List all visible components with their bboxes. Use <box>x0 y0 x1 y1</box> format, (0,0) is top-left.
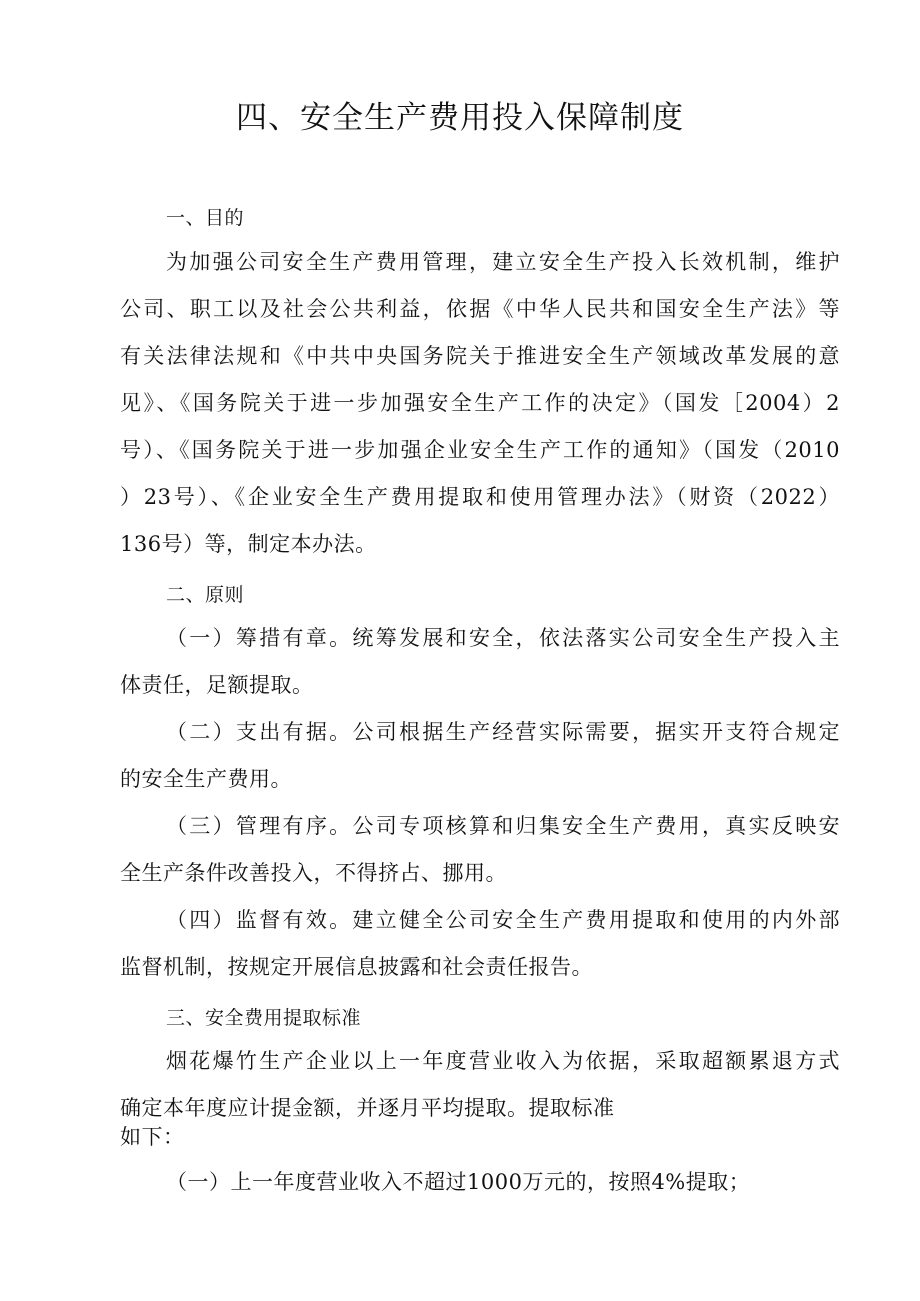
paragraph-line: 公司、职工以及社会公共利益，依据《中华人民共和国安全生产法》等 <box>120 297 840 321</box>
paragraph-line: 有关法律法规和《中共中央国务院关于推进安全生产领域改革发展的意 <box>120 344 840 368</box>
paragraph-line: ）23号）、《企业安全生产费用提取和使用管理办法》（财资（2022） <box>120 485 840 509</box>
paragraph-line: 烟花爆竹生产企业以上一年度营业收入为依据，采取超额累退方式 <box>166 1049 840 1073</box>
principle-item-line: 监督机制，按规定开展信息披露和社会责任报告。 <box>120 955 593 979</box>
principle-item-line: 全生产条件改善投入，不得挤占、挪用。 <box>120 861 507 885</box>
paragraph-line: 确定本年度应计提金额，并逐月平均提取。提取标准 <box>120 1096 615 1120</box>
paragraph-line: 如下： <box>120 1125 185 1149</box>
principle-item-line: （二）支出有据。公司根据生产经营实际需要，据实开支符合规定 <box>166 720 840 744</box>
document-title: 四、安全生产费用投入保障制度 <box>236 100 684 136</box>
principle-item-line: （三）管理有序。公司专项核算和归集安全生产费用，真实反映安 <box>166 814 840 838</box>
section-heading-purpose: 一、目的 <box>166 207 245 229</box>
paragraph-line: 见》、《国务院关于进一步加强安全生产工作的决定》（国发［2004）2 <box>120 391 840 415</box>
paragraph-line: 号）、《国务院关于进一步加强企业安全生产工作的通知》（国发（2010 <box>120 438 840 462</box>
section-heading-principles: 二、原则 <box>166 584 245 606</box>
section-heading-standard: 三、安全费用提取标准 <box>166 1007 362 1029</box>
paragraph-line: 136号）等，制定本办法。 <box>120 532 377 556</box>
principle-item-line: 的安全生产费用。 <box>120 767 292 791</box>
paragraph-line: （一）上一年度营业收入不超过1000万元的，按照4%提取； <box>166 1170 751 1194</box>
principle-item-line: 体责任，足额提取。 <box>120 673 314 697</box>
paragraph-line: 为加强公司安全生产费用管理，建立安全生产投入长效机制，维护 <box>166 250 840 274</box>
principle-item-line: （四）监督有效。建立健全公司安全生产费用提取和使用的内外部 <box>166 908 840 932</box>
principle-item-line: （一）筹措有章。统筹发展和安全，依法落实公司安全生产投入主 <box>166 626 840 650</box>
